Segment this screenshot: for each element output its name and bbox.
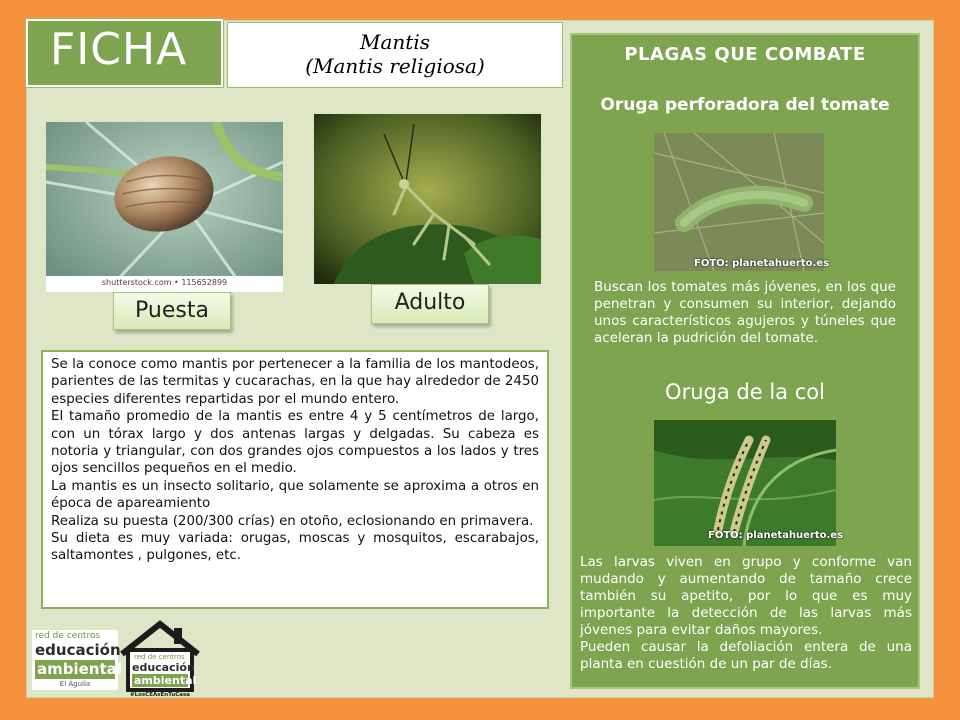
- cabbage-worm-image: [654, 420, 836, 546]
- description-paragraph-5: Su dieta es muy variada: orugas, moscas y mosquitos, escarabajos, saltamontes , pulgones, etc.: [51, 531, 539, 564]
- pest2-photo-credit: FOTO: planetahuerto.es: [708, 530, 844, 541]
- pest2-description-2: Pueden causar la defoliación entera de una planta en cuestión de un par de días.: [580, 639, 912, 672]
- species-name-box: [227, 22, 563, 88]
- logo1-line4: El Águila: [59, 680, 91, 688]
- egg-image: [46, 122, 283, 292]
- description-paragraph-3: La mantis es un insecto solitario, que solamente se aproxima a otros en época de apareamiento: [51, 478, 539, 512]
- ficha-title: FICHA: [50, 24, 188, 75]
- loscea-logo: [120, 620, 200, 702]
- pests-panel: [570, 33, 920, 689]
- pest2-description: [580, 554, 912, 673]
- pest1-description: Buscan los tomates más jóvenes, en los que penetran y consumen su interior, dejando unos característicos agujeros y túneles que aceleran la pudrición del tomate.: [594, 279, 896, 346]
- tomato-worm-image: [654, 133, 824, 271]
- red-centros-logo: [32, 630, 122, 690]
- description-paragraph-1: Se la conoce como mantis por pertenecer a la familia de los mantodeos, parientes de las termitas y cucarachas, en la que hay alrededor de 2450 especies diferentes repartidas por el mundo entero.: [51, 357, 539, 407]
- adult-mantis-image: [314, 114, 541, 284]
- scientific-name: (Mantis religiosa): [305, 54, 485, 78]
- logo2-tag: #LosCEAsEnTuCasa: [130, 692, 190, 698]
- egg-label: Puesta: [113, 292, 231, 330]
- logo2-line3: ambiental: [134, 674, 197, 687]
- logo1-line3: ambiental: [37, 660, 122, 678]
- pest1-title: Oruga perforadora del tomate: [600, 95, 890, 115]
- pest1-photo-credit: FOTO: planetahuerto.es: [694, 258, 830, 269]
- ficha-banner: [26, 19, 223, 87]
- egg-photo: [46, 122, 283, 292]
- pest2-photo: [654, 420, 836, 546]
- common-name: Mantis: [360, 30, 430, 54]
- panel-title: PLAGAS QUE COMBATE: [624, 44, 866, 65]
- description-paragraph-2: El tamaño promedio de la mantis es entre 4 y 5 centímetros de largo, con un tórax largo y dos antenas largas y delgadas. Su cabeza es notoria y triangular, con dos grandes ojos compuestos a los lados y tres ojos sencillos pequeños en el medio.: [51, 409, 539, 477]
- adult-label: Adulto: [371, 284, 489, 324]
- egg-photo-credit: shutterstock.com • 115652899: [101, 278, 228, 287]
- description-box: [41, 350, 549, 609]
- adult-photo: [314, 114, 541, 284]
- pest1-photo: [654, 133, 824, 271]
- pest2-description-1: Las larvas viven en grupo y conforme van mudando y aumentando de tamaño crece también su apetito, por lo que es muy importante la detección de las larvas más jóvenes para evitar daños mayores.: [580, 554, 912, 638]
- logo1-line2: educación: [35, 641, 121, 659]
- pest2-title: Oruga de la col: [665, 380, 825, 404]
- logo1-line1: red de centros: [35, 631, 101, 641]
- logo2-line2: educación: [132, 661, 195, 674]
- logo2-line1: red de centros: [134, 653, 185, 661]
- description-paragraph-4: Realiza su puesta (200/300 crías) en otoño, eclosionando en primavera.: [51, 513, 534, 529]
